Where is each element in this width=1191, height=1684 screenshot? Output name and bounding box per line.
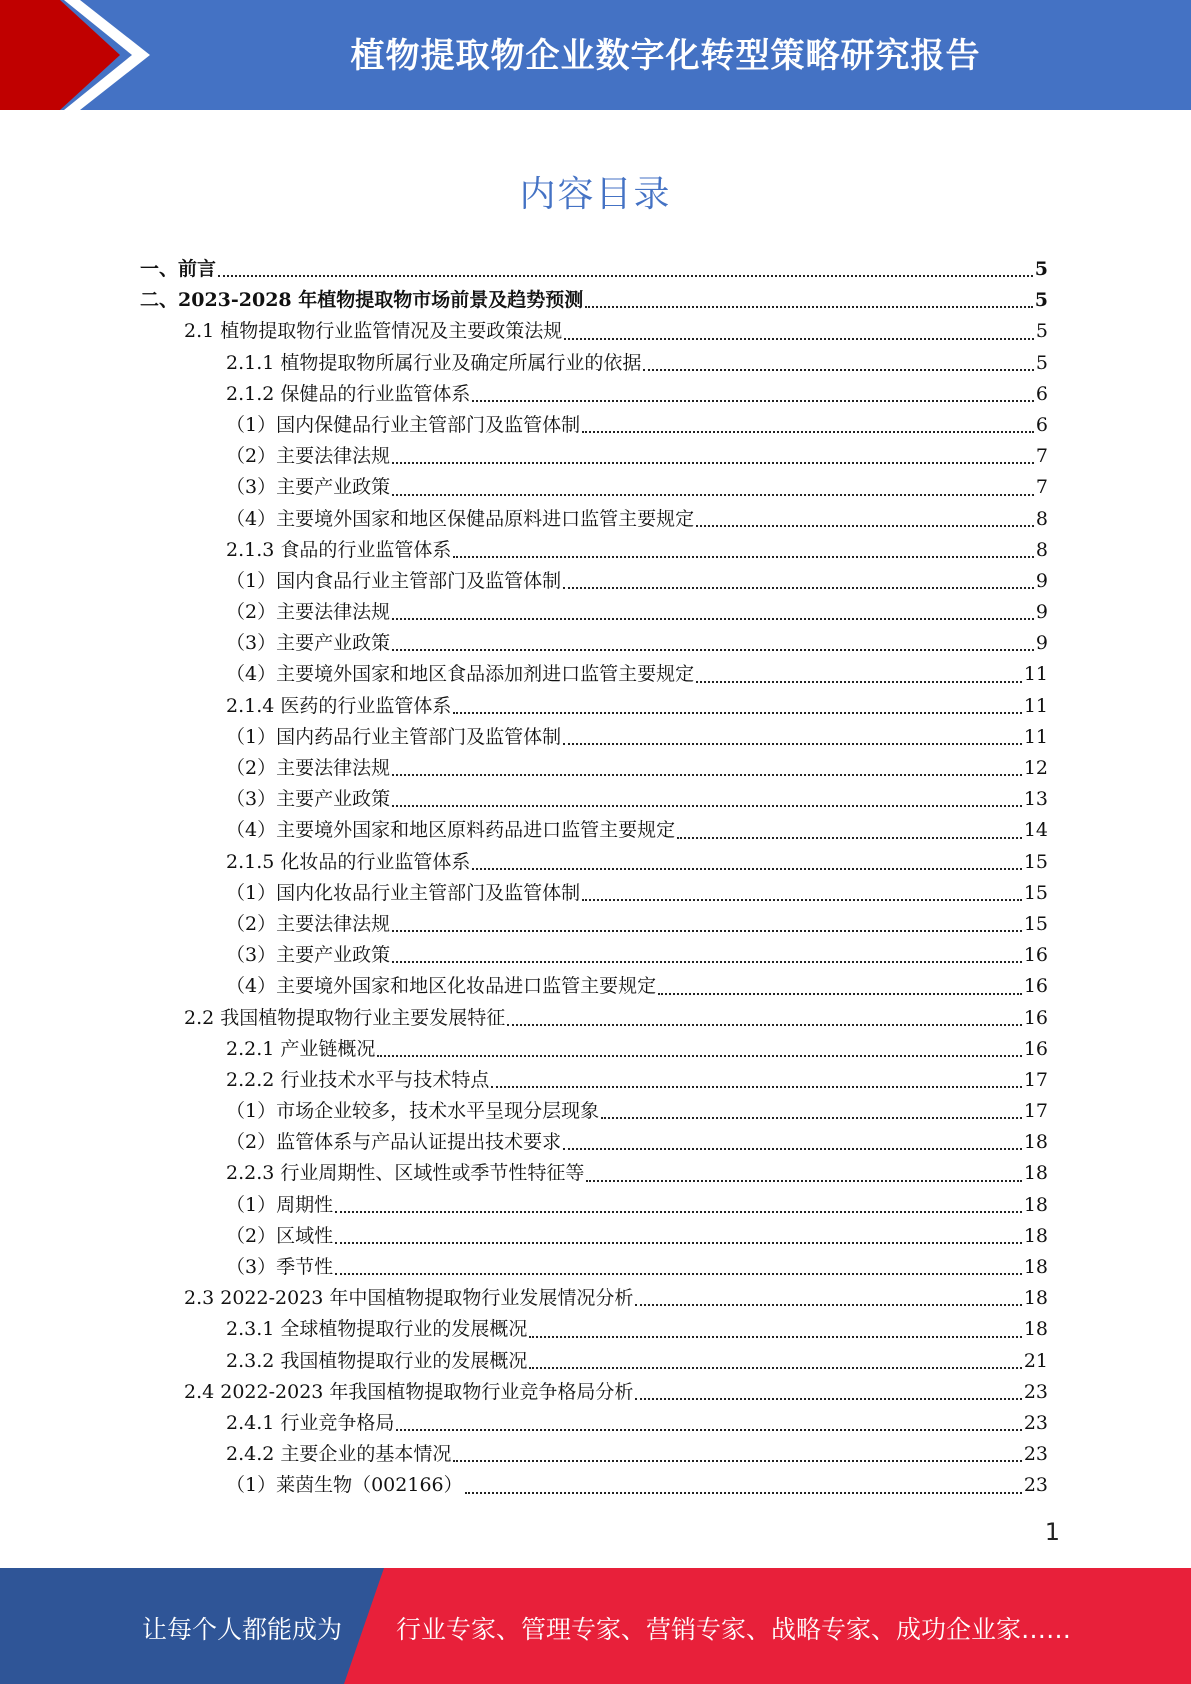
toc-dot-leader [507,1024,1022,1026]
toc-entry-title: 2.1.3 食品的行业监管体系 [226,538,452,561]
toc-dot-leader [453,556,1034,558]
toc-entry-title: （2）主要法律法规 [226,757,391,779]
toc-entry-page: 18 [1023,1287,1048,1310]
toc-entry-title: （4）主要境外国家和地区食品添加剂进口监管主要规定 [226,663,695,686]
toc-entry-page: 14 [1023,819,1048,842]
toc-entry[interactable] [140,441,1048,472]
toc-entry-title: （4）主要境外国家和地区原料药品进口监管主要规定 [226,819,676,842]
toc-dot-leader [635,1398,1021,1400]
toc-dot-leader [392,618,1034,620]
toc-entry-page: 15 [1023,881,1048,904]
toc-dot-leader [529,1367,1021,1369]
toc-entry-title: （4）主要境外国家和地区化妆品进口监管主要规定 [226,975,657,998]
toc-dot-leader [585,306,1033,308]
toc-entry-title: 2.2.2 行业技术水平与技术特点 [226,1068,490,1091]
toc-entry[interactable] [140,628,1048,659]
toc-entry-page: 18 [1023,1224,1048,1247]
table-of-contents [140,254,1048,1502]
toc-dot-leader [335,1273,1022,1275]
toc-entry[interactable] [140,504,1048,535]
toc-entry-title: （1）周期性 [226,1193,334,1216]
toc-entry[interactable] [140,784,1048,815]
toc-entry-page: 18 [1023,1193,1048,1216]
toc-dot-leader [335,1242,1022,1244]
toc-entry-page: 23 [1023,1474,1048,1497]
toc-dot-leader [563,1148,1022,1150]
toc-entry[interactable] [140,722,1048,753]
toc-entry[interactable] [140,1252,1048,1283]
toc-entry[interactable] [140,1346,1048,1377]
toc-entry[interactable] [140,1314,1048,1345]
toc-entry-title: 2.4 2022-2023 年我国植物提取物行业竞争格局分析 [184,1380,634,1403]
toc-dot-leader [472,868,1021,870]
toc-dot-leader [218,275,1033,277]
toc-entry[interactable] [140,971,1048,1002]
toc-entry-title: （2）主要法律法规 [226,912,391,935]
toc-entry-title: 2.3.2 我国植物提取行业的发展概况 [226,1349,528,1372]
toc-dot-leader [582,899,1022,901]
toc-entry-title: （1）国内食品行业主管部门及监管体制 [226,569,562,592]
toc-entry-title: 2.1 植物提取物行业监管情况及主要政策法规 [184,320,563,343]
toc-entry-page: 18 [1023,1131,1048,1154]
toc-dot-leader [586,1180,1021,1182]
toc-entry-title: （1）国内保健品行业主管部门及监管体制 [226,413,581,436]
header-arrow-decoration [0,0,160,110]
toc-entry-page: 12 [1023,757,1048,779]
toc-entry[interactable] [140,535,1048,566]
toc-entry-page: 16 [1023,1037,1048,1060]
toc-entry-title: 2.1.2 保健品的行业监管体系 [226,382,471,405]
toc-entry[interactable] [140,348,1048,379]
toc-entry[interactable] [140,254,1048,285]
toc-entry[interactable] [140,753,1048,784]
toc-dot-leader [392,494,1034,496]
toc-dot-leader [491,1086,1021,1088]
toc-dot-leader [335,1211,1022,1213]
toc-entry-page: 9 [1035,569,1048,592]
toc-entry-page: 5 [1034,289,1048,312]
toc-dot-leader [564,338,1034,340]
toc-entry[interactable] [140,1439,1048,1470]
toc-entry-title: 2.4.2 主要企业的基本情况 [226,1443,452,1466]
toc-dot-leader [392,930,1022,932]
toc-entry-title: 二、2023-2028 年植物提取物市场前景及趋势预测 [140,289,584,312]
toc-dot-leader [392,961,1022,963]
toc-entry[interactable] [140,410,1048,441]
toc-entry[interactable] [140,878,1048,909]
toc-entry-page: 7 [1035,476,1048,499]
toc-entry[interactable] [140,316,1048,347]
toc-entry[interactable] [140,285,1048,316]
toc-entry[interactable] [140,1003,1048,1034]
toc-entry-title: 2.1.1 植物提取物所属行业及确定所属行业的依据 [226,351,642,374]
toc-entry-page: 15 [1023,912,1048,935]
toc-entry-page: 11 [1023,663,1048,686]
toc-entry-title: （3）主要产业政策 [226,944,391,967]
toc-dot-leader [643,369,1034,371]
toc-entry-page: 11 [1023,694,1048,717]
toc-entry-title: （1）国内化妆品行业主管部门及监管体制 [226,881,581,904]
toc-dot-leader [465,1492,1022,1494]
toc-entry-title: （3）季节性 [226,1256,334,1278]
toc-entry-page: 11 [1023,725,1048,748]
footer-slogan-right: 行业专家、管理专家、营销专家、战略专家、成功企业家…… [396,1615,1072,1644]
toc-dot-leader [377,1055,1021,1057]
toc-dot-leader [696,525,1034,527]
toc-entry-title: （2）监管体系与产品认证提出技术要求 [226,1131,562,1154]
toc-entry-title: （2）主要法律法规 [226,601,391,624]
toc-dot-leader [696,681,1022,683]
toc-entry-title: （1）市场企业较多，技术水平呈现分层现象 [226,1100,600,1123]
toc-entry-page: 21 [1023,1349,1048,1372]
toc-dot-leader [582,431,1034,433]
toc-entry[interactable] [140,1408,1048,1439]
toc-entry-title: 2.2.3 行业周期性、区域性或季节性特征等 [226,1162,585,1185]
toc-entry-page: 13 [1023,788,1048,811]
toc-entry-title: 2.1.5 化妆品的行业监管体系 [226,850,471,873]
toc-entry-title: 2.2.1 产业链概况 [226,1037,376,1060]
toc-entry[interactable] [140,1221,1048,1252]
toc-entry[interactable] [140,691,1048,722]
toc-entry-title: 2.1.4 医药的行业监管体系 [226,694,452,717]
footer-slogan-left: 让每个人都能成为 [142,1615,343,1644]
page-number: 1 [1044,1518,1060,1546]
toc-dot-leader [392,462,1034,464]
toc-entry-page: 23 [1023,1411,1048,1434]
toc-entry[interactable] [140,847,1048,878]
toc-entry-page: 17 [1023,1100,1048,1123]
toc-entry[interactable] [140,815,1048,846]
toc-entry-title: （2）区域性 [226,1224,334,1247]
toc-dot-leader [658,993,1022,995]
toc-entry-page: 18 [1023,1256,1048,1278]
toc-entry[interactable] [140,379,1048,410]
toc-entry-title: （1）国内药品行业主管部门及监管体制 [226,725,562,748]
toc-entry[interactable] [140,1065,1048,1096]
toc-entry-page: 9 [1035,632,1048,655]
toc-entry[interactable] [140,566,1048,597]
toc-entry-title: 2.4.1 行业竞争格局 [226,1411,395,1434]
toc-dot-leader [453,1460,1021,1462]
toc-entry[interactable] [140,1158,1048,1189]
toc-entry[interactable] [140,1127,1048,1158]
toc-dot-leader [601,1117,1022,1119]
header-band [0,0,1191,110]
toc-entry[interactable] [140,1470,1048,1501]
toc-entry[interactable] [140,597,1048,628]
toc-entry-title: （2）主要法律法规 [226,445,391,468]
toc-entry[interactable] [140,1096,1048,1127]
toc-entry[interactable] [140,1283,1048,1314]
toc-dot-leader [392,649,1034,651]
toc-entry-page: 6 [1035,382,1048,405]
toc-entry-page: 8 [1035,507,1048,530]
toc-entry-title: （3）主要产业政策 [226,632,391,655]
toc-entry-title: 一、前言 [140,258,217,280]
toc-entry-page: 16 [1023,975,1048,998]
toc-entry-page: 6 [1035,413,1048,436]
toc-entry-page: 8 [1035,538,1048,561]
toc-dot-leader [677,837,1022,839]
toc-dot-leader [563,743,1022,745]
toc-dot-leader [472,400,1034,402]
toc-entry[interactable] [140,1190,1048,1221]
toc-entry-page: 17 [1023,1068,1048,1091]
toc-entry-page: 15 [1023,850,1048,873]
toc-entry-page: 18 [1023,1162,1048,1185]
toc-dot-leader [392,805,1022,807]
footer-band [0,1568,1191,1684]
toc-entry-page: 23 [1023,1443,1048,1466]
toc-entry[interactable] [140,472,1048,503]
toc-entry-page: 23 [1023,1380,1048,1403]
report-title: 植物提取物企业数字化转型策略研究报告 [350,36,981,76]
toc-dot-leader [453,712,1021,714]
toc-entry-page: 5 [1034,258,1048,280]
toc-entry-page: 18 [1023,1318,1048,1341]
toc-dot-leader [563,587,1034,589]
toc-entry-title: （3）主要产业政策 [226,788,391,811]
toc-entry[interactable] [140,940,1048,971]
toc-entry-page: 16 [1023,944,1048,967]
toc-entry-title: （4）主要境外国家和地区保健品原料进口监管主要规定 [226,507,695,530]
toc-dot-leader [396,1429,1021,1431]
toc-entry[interactable] [140,1377,1048,1408]
toc-entry-title: 2.2 我国植物提取物行业主要发展特征 [184,1006,506,1029]
toc-entry-page: 9 [1035,601,1048,624]
toc-entry-page: 5 [1035,351,1048,374]
toc-heading: 内容目录 [519,174,672,215]
toc-entry-page: 16 [1023,1006,1048,1029]
toc-entry-title: 2.3 2022-2023 年中国植物提取物行业发展情况分析 [184,1287,634,1310]
toc-entry-title: （3）主要产业政策 [226,476,391,499]
toc-entry-page: 7 [1035,445,1048,468]
toc-entry-title: （1）莱茵生物（002166） [226,1474,463,1497]
toc-dot-leader [392,774,1022,776]
toc-entry[interactable] [140,1034,1048,1065]
toc-entry-page: 5 [1035,320,1048,343]
toc-entry-title: 2.3.1 全球植物提取行业的发展概况 [226,1318,528,1341]
toc-entry[interactable] [140,909,1048,940]
toc-entry[interactable] [140,659,1048,690]
toc-dot-leader [635,1304,1021,1306]
toc-dot-leader [529,1336,1021,1338]
